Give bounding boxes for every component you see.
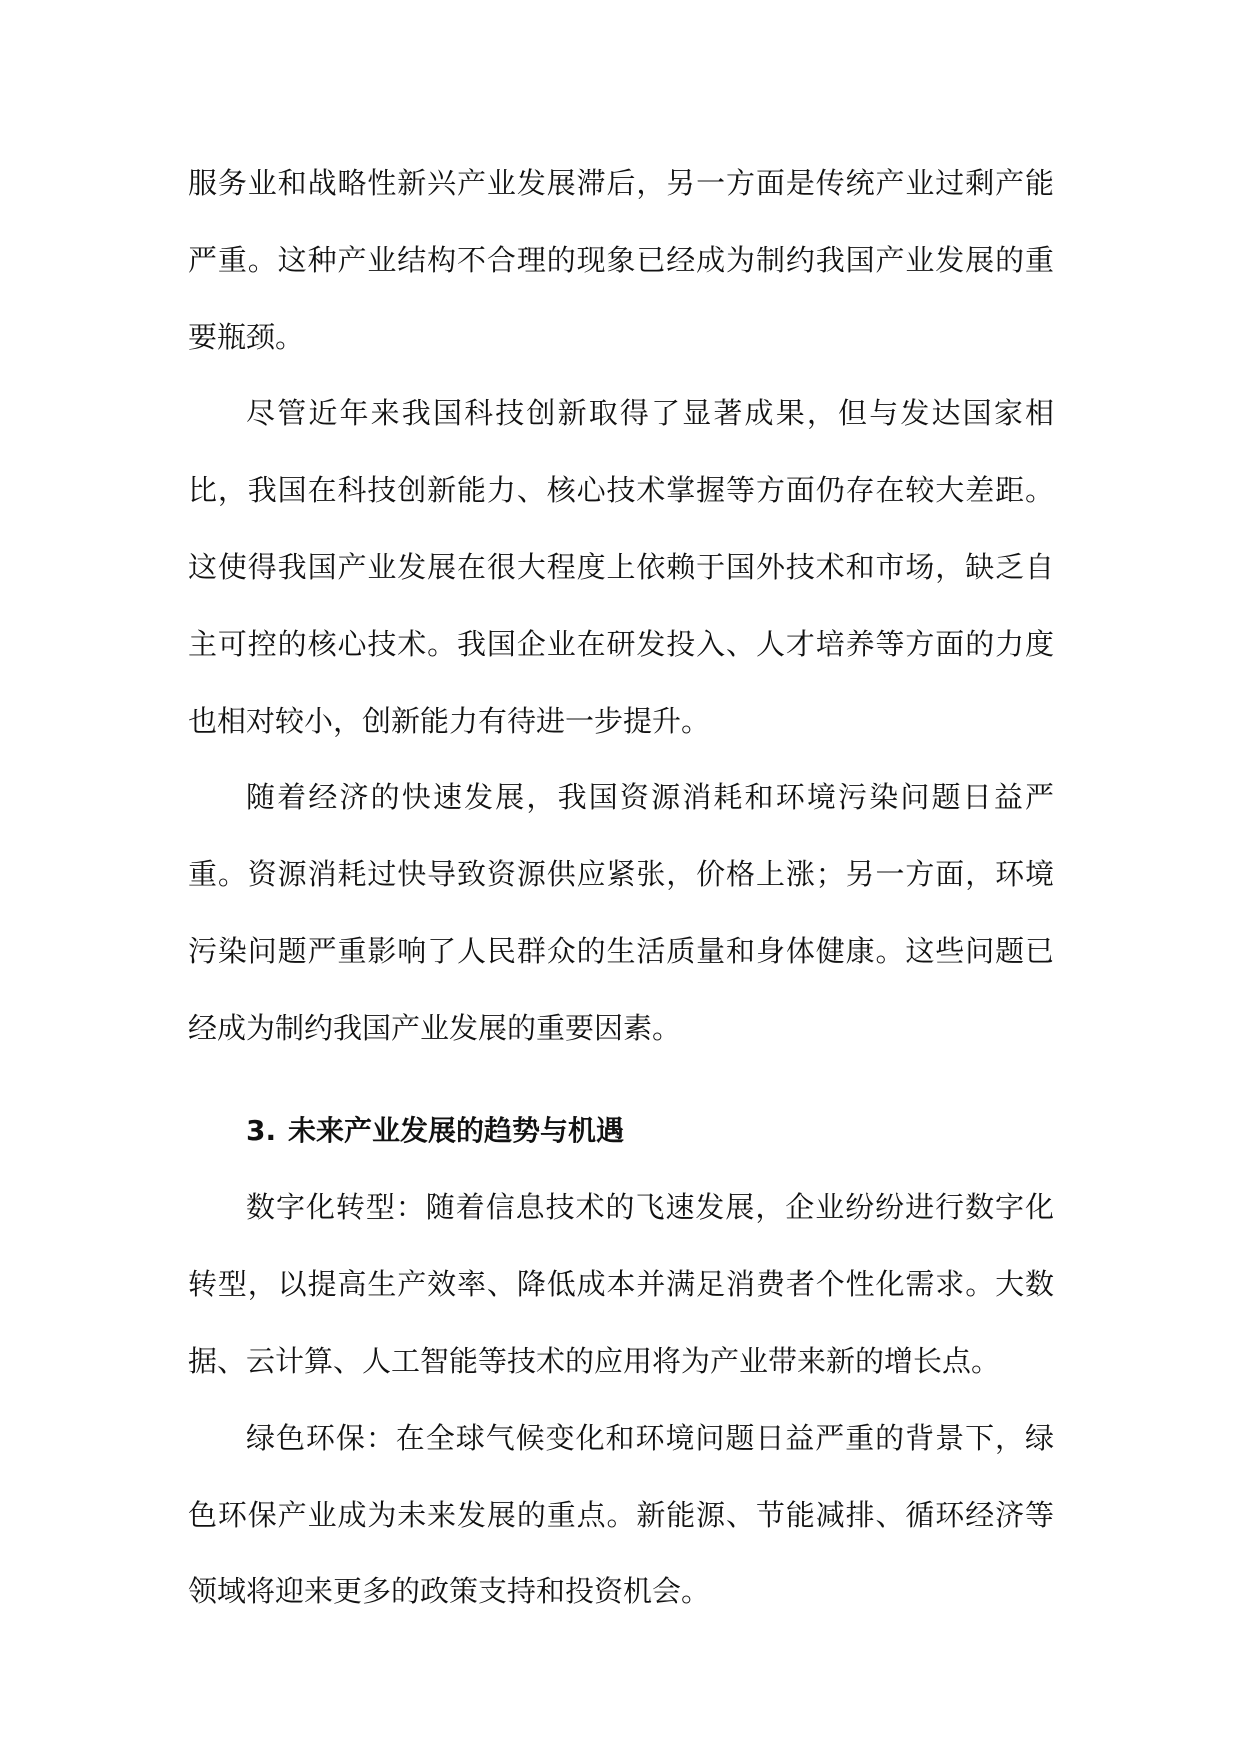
paragraph-tech-innovation: 尽管近年来我国科技创新取得了显著成果，但与发达国家相比，我国在科技创新能力、核心技术掌握等方面仍存在较大差距。这使得我国产业发展在很大程度上依赖于国外技术和市场，缺乏自主可控的核心技术。我国企业在研发投入、人才培养等方面的力度也相对较小，创新能力有待进一步提升。 xyxy=(188,396,1054,738)
paragraph-resources-environment: 随着经济的快速发展，我国资源消耗和环境污染问题日益严重。资源消耗过快导致资源供应紧张，价格上涨；另一方面，环境污染问题严重影响了人民群众的生活质量和身体健康。这些问题已经成为制约我国产业发展的重要因素。 xyxy=(188,780,1054,1045)
section-title: 未来产业发展的趋势与机遇 xyxy=(288,1113,625,1147)
section-heading xyxy=(188,1093,1054,1170)
paragraph-continued: 服务业和战略性新兴产业发展滞后，另一方面是传统产业过剩产能严重。这种产业结构不合理的现象已经成为制约我国产业发展的重要瓶颈。 xyxy=(188,166,1054,354)
paragraph-green-environment: 绿色环保：在全球气候变化和环境问题日益严重的背景下，绿色环保产业成为未来发展的重点。新能源、节能减排、循环经济等领域将迎来更多的政策支持和投资机会。 xyxy=(188,1420,1054,1609)
document-body xyxy=(188,145,1054,1630)
paragraph-digital-transformation: 数字化转型：随着信息技术的飞速发展，企业纷纷进行数字化转型，以提高生产效率、降低成本并满足消费者个性化需求。大数据、云计算、人工智能等技术的应用将为产业带来新的增长点。 xyxy=(188,1190,1054,1378)
section-number: 3. xyxy=(246,1113,277,1147)
